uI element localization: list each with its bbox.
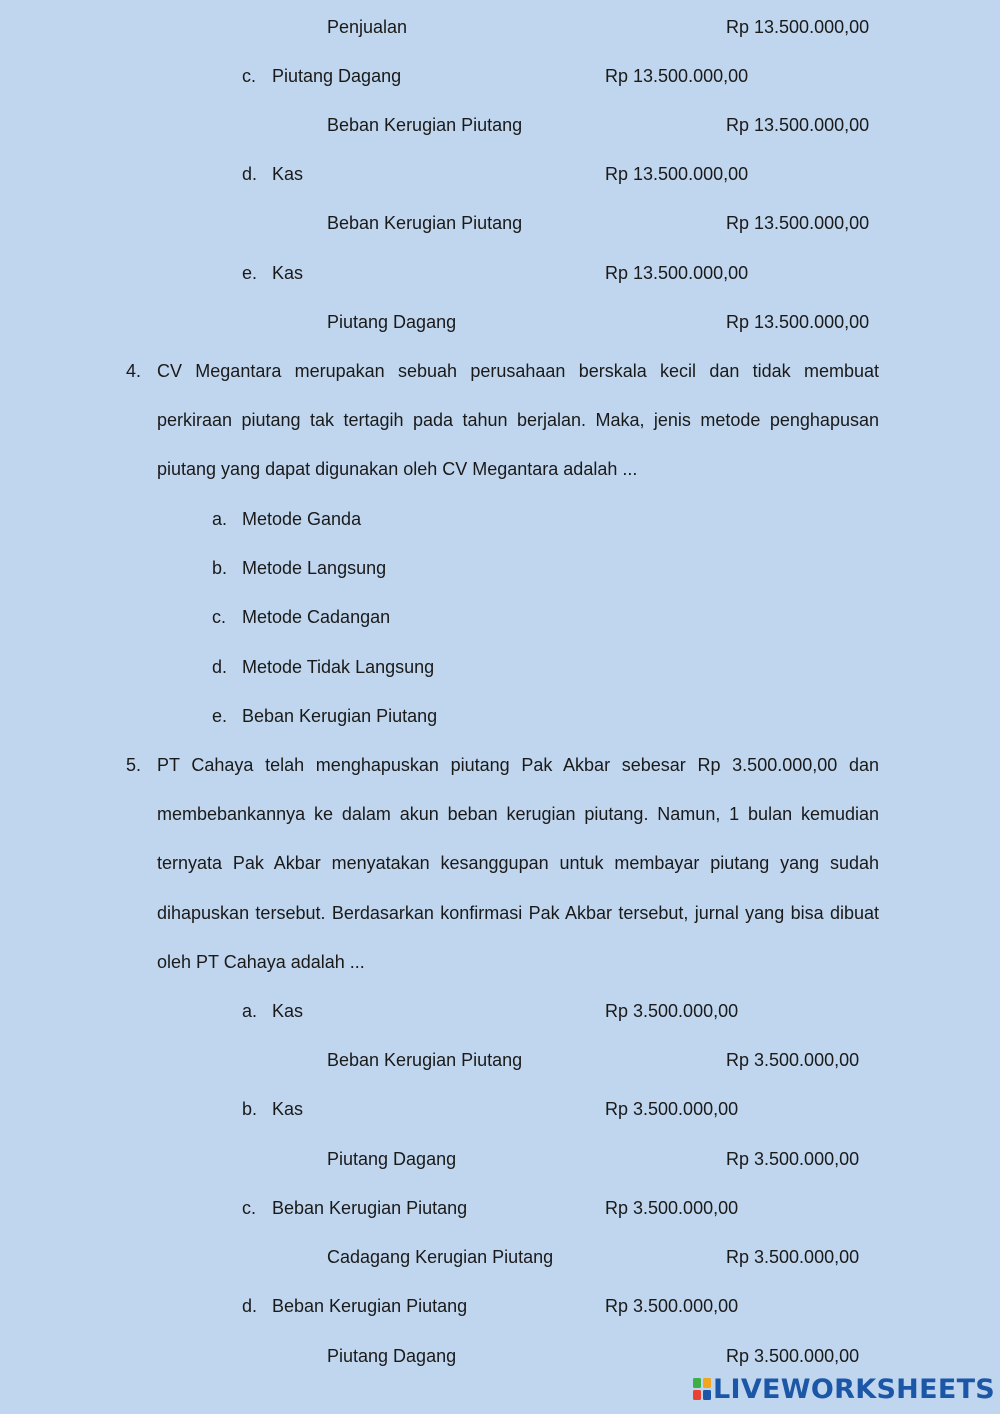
q3-option-e-letter[interactable]: e. (242, 263, 258, 283)
q3-option-e-credit-amount: Rp 13.500.000,00 (726, 312, 870, 332)
q5-option-c-credit-account: Cadagang Kerugian Piutang (327, 1247, 554, 1267)
q3-option-c-debit-account[interactable]: Piutang Dagang (272, 66, 402, 86)
q3-option-d-letter[interactable]: d. (242, 164, 258, 184)
q4-option-d-letter[interactable]: d. (212, 657, 228, 677)
q3-option-d-debit-account[interactable]: Kas (272, 164, 304, 184)
q5-option-c-debit-amount: Rp 3.500.000,00 (605, 1198, 739, 1218)
q3-option-c-credit-account: Beban Kerugian Piutang (327, 115, 523, 135)
q5-option-a-debit-amount: Rp 3.500.000,00 (605, 1001, 739, 1021)
q4-option-a-letter[interactable]: a. (212, 509, 228, 529)
liveworksheets-logo-icon (693, 1378, 711, 1400)
liveworksheets-logo[interactable] (693, 1374, 995, 1404)
q5-option-b-credit-account: Piutang Dagang (327, 1149, 457, 1169)
q4-option-e-text[interactable]: Beban Kerugian Piutang (242, 706, 438, 726)
q5-option-a-credit-amount: Rp 3.500.000,00 (726, 1050, 860, 1070)
q4-option-c-text[interactable]: Metode Cadangan (242, 607, 391, 627)
q5-option-d-credit-account: Piutang Dagang (327, 1346, 457, 1366)
q3-option-c-credit-amount: Rp 13.500.000,00 (726, 115, 870, 135)
liveworksheets-logo-text: LIVEWORKSHEETS (713, 1373, 996, 1405)
q3-b-credit-account: Penjualan (327, 17, 408, 37)
q3-option-d-credit-amount: Rp 13.500.000,00 (726, 213, 870, 233)
q5-option-d-letter[interactable]: d. (242, 1296, 258, 1316)
q5-option-c-credit-amount: Rp 3.500.000,00 (726, 1247, 860, 1267)
q3-option-d-debit-amount: Rp 13.500.000,00 (605, 164, 749, 184)
q4-option-a-text[interactable]: Metode Ganda (242, 509, 362, 529)
q3-option-d-credit-account: Beban Kerugian Piutang (327, 213, 523, 233)
q4-option-e-letter[interactable]: e. (212, 706, 228, 726)
q3-option-c-debit-amount: Rp 13.500.000,00 (605, 66, 749, 86)
question-number: 5. (126, 755, 142, 775)
q5-option-c-letter[interactable]: c. (242, 1198, 257, 1218)
q5-option-d-credit-amount: Rp 3.500.000,00 (726, 1346, 860, 1366)
q4-option-b-letter[interactable]: b. (212, 558, 228, 578)
q4-option-b-text[interactable]: Metode Langsung (242, 558, 387, 578)
q5-option-c-debit-account[interactable]: Beban Kerugian Piutang (272, 1198, 468, 1218)
q3-option-c-letter[interactable]: c. (242, 66, 257, 86)
q3-b-credit-amount: Rp 13.500.000,00 (726, 17, 870, 37)
q5-option-a-letter[interactable]: a. (242, 1001, 258, 1021)
q5-option-b-debit-account[interactable]: Kas (272, 1099, 304, 1119)
q5-option-a-credit-account: Beban Kerugian Piutang (327, 1050, 523, 1070)
question-text: PT Cahaya telah menghapuskan piutang Pak Akbar sebesar Rp 3.500.000,00 dan membebankannya ke dalam akun beban kerugian piutang. Namun, 1 bulan kemudian ternyata Pak Akbar menyatakan kesanggupan untuk membayar piutang yang sudah dihapuskan tersebut. Berdasarkan konfirmasi Pak Akbar tersebut, jurnal yang bisa dibuat oleh PT Cahaya adalah ... (157, 755, 879, 972)
q5-option-d-debit-account[interactable]: Beban Kerugian Piutang (272, 1296, 468, 1316)
question-number: 4. (126, 361, 142, 381)
question-text: CV Megantara merupakan sebuah perusahaan berskala kecil dan tidak membuat perkiraan piutang tak tertagih pada tahun berjalan. Maka, jenis metode penghapusan piutang yang dapat digunakan oleh CV Megantara adalah ... (157, 361, 879, 480)
q4-option-d-text[interactable]: Metode Tidak Langsung (242, 657, 435, 677)
q3-option-e-credit-account: Piutang Dagang (327, 312, 457, 332)
q4-option-c-letter[interactable]: c. (212, 607, 227, 627)
q5-option-b-credit-amount: Rp 3.500.000,00 (726, 1149, 860, 1169)
q5-option-a-debit-account[interactable]: Kas (272, 1001, 304, 1021)
q3-option-e-debit-amount: Rp 13.500.000,00 (605, 263, 749, 283)
q5-option-b-debit-amount: Rp 3.500.000,00 (605, 1099, 739, 1119)
q5-option-b-letter[interactable]: b. (242, 1099, 258, 1119)
q5-option-d-debit-amount: Rp 3.500.000,00 (605, 1296, 739, 1316)
q3-option-e-debit-account[interactable]: Kas (272, 263, 304, 283)
